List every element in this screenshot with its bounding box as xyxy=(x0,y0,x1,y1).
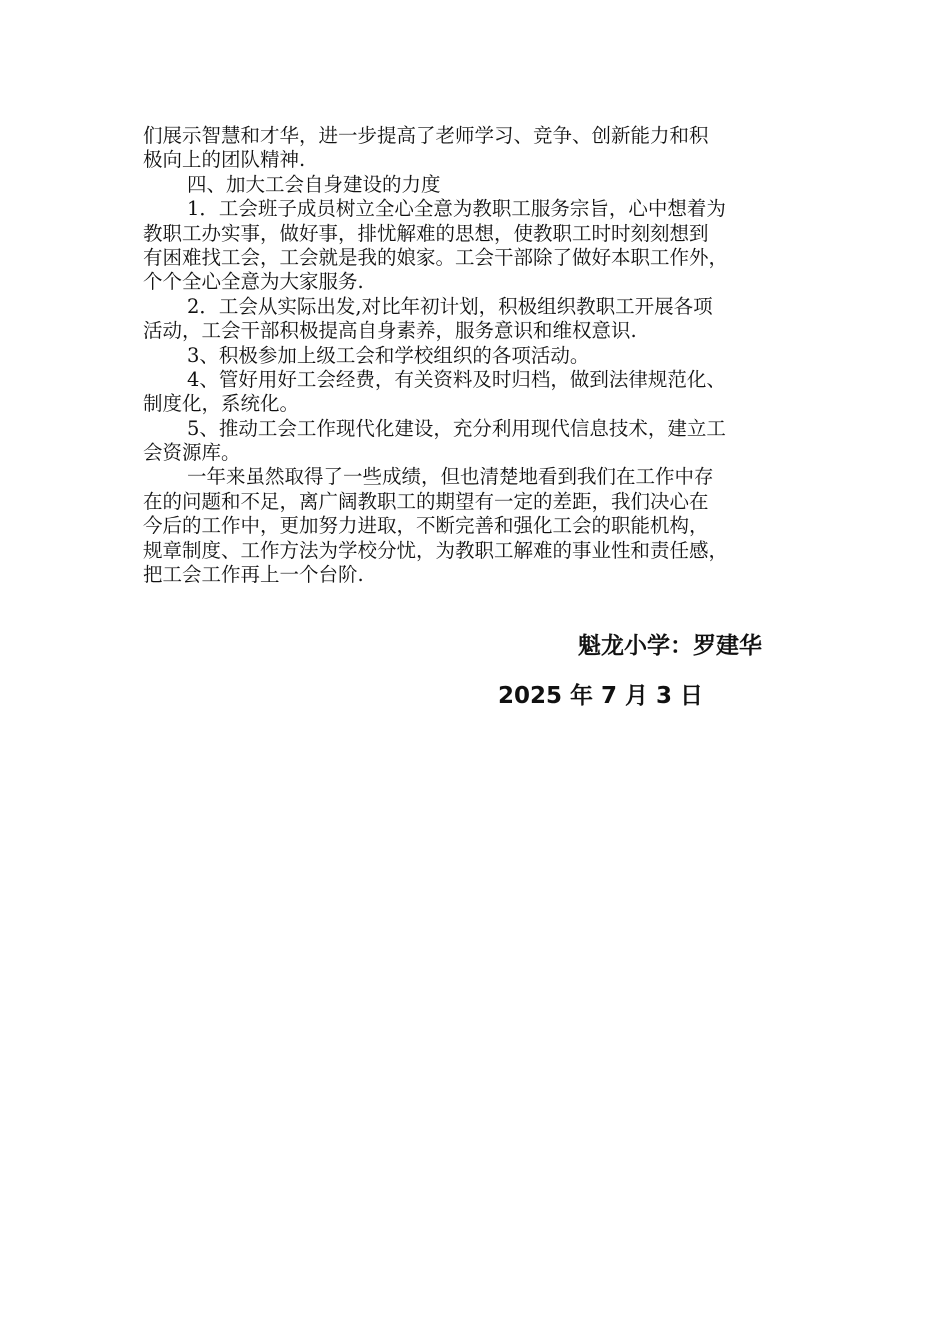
section-heading: 四、加大工会自身建设的力度 xyxy=(187,172,441,196)
text-line: 把工会工作再上一个台阶. xyxy=(143,563,364,587)
text-line: 制度化，系统化。 xyxy=(143,392,300,416)
text-line: 会资源库。 xyxy=(143,441,241,465)
text-line: 2．工会从实际出发,对比年初计划，积极组织教职工开展各项 xyxy=(187,294,713,318)
text-line: 活动，工会干部积极提高自身素养，服务意识和维权意识. xyxy=(143,319,637,343)
text-line: 今后的工作中，更加努力进取，不断完善和强化工会的职能机构， xyxy=(143,514,709,538)
text-line: 有困难找工会，工会就是我的娘家。工会干部除了做好本职工作外， xyxy=(143,245,729,269)
text-line: 规章制度、工作方法为学校分忧，为教职工解难的事业性和责任感， xyxy=(143,538,729,562)
text-line: 个个全心全意为大家服务. xyxy=(143,270,364,294)
text-line: 在的问题和不足，离广阔教职工的期望有一定的差距，我们决心在 xyxy=(143,489,709,513)
text-line: 们展示智慧和才华，进一步提高了老师学习、竞争、创新能力和积 xyxy=(143,124,709,147)
text-line: 一年来虽然取得了一些成绩，但也清楚地看到我们在工作中存 xyxy=(187,465,714,489)
text-line: 4、管好用好工会经费，有关资料及时归档，做到法律规范化、 xyxy=(187,367,726,391)
signature: 魁龙小学：罗建华 xyxy=(578,633,762,659)
text-line: 教职工办实事，做好事，排忧解难的思想，使教职工时时刻刻想到 xyxy=(143,221,709,245)
signature-date: 2025 年 7 月 3 日 xyxy=(498,683,704,709)
text-line: 5、推动工会工作现代化建设，充分利用现代信息技术，建立工 xyxy=(187,416,726,440)
text-line: 极向上的团队精神. xyxy=(143,148,306,172)
text-line: 1．工会班子成员树立全心全意为教职工服务宗旨，心中想着为 xyxy=(187,197,726,221)
document-body xyxy=(143,124,823,587)
text-line: 3、积极参加上级工会和学校组织的各项活动。 xyxy=(187,343,590,367)
